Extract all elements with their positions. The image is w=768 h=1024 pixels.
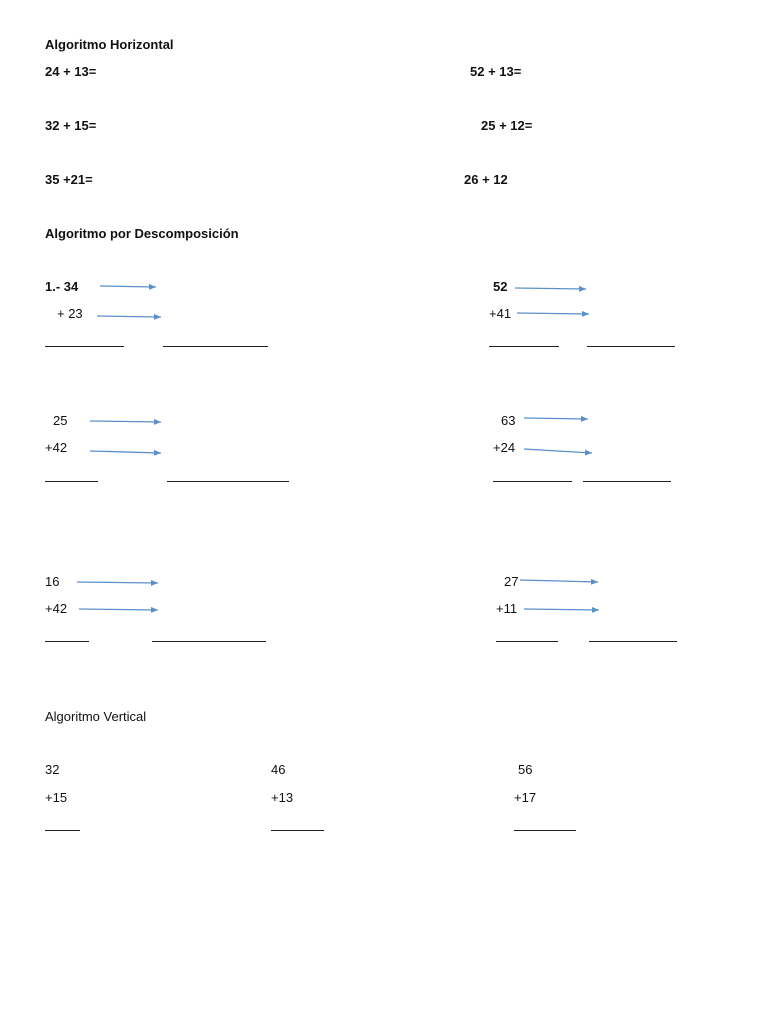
decomposition-bottom-number: +42 <box>45 601 68 616</box>
horizontal-problem: 24 + 13= <box>45 64 97 79</box>
arrow-icon <box>520 580 598 582</box>
decomposition-top-number: 25 <box>53 413 68 428</box>
horizontal-problem: 26 + 12 <box>464 172 508 187</box>
vertical-bottom-number: +15 <box>45 790 68 805</box>
arrow-icon <box>77 582 158 583</box>
decomposition-bottom-number: +41 <box>489 306 512 321</box>
answer-blank <box>514 830 576 831</box>
answer-blank <box>496 641 558 642</box>
answer-blank <box>493 481 572 482</box>
decomposition-top-number: 1.- 34 <box>45 279 79 294</box>
answer-blank <box>45 641 89 642</box>
arrow-icon <box>515 288 586 289</box>
answer-blank <box>587 346 675 347</box>
horizontal-problem: 25 + 12= <box>481 118 533 133</box>
arrow-icon <box>90 421 161 422</box>
vertical-top-number: 56 <box>518 762 533 777</box>
answer-blank <box>45 830 80 831</box>
decomposition-top-number: 52 <box>493 279 508 294</box>
decomposition-title: Algoritmo por Descomposición <box>45 226 239 241</box>
vertical-bottom-number: +17 <box>514 790 537 805</box>
horizontal-title: Algoritmo Horizontal <box>45 37 174 52</box>
decomposition-bottom-number: +24 <box>493 440 516 455</box>
answer-blank <box>45 481 98 482</box>
vertical-top-number: 46 <box>271 762 286 777</box>
vertical-bottom-number: +13 <box>271 790 294 805</box>
answer-blank <box>271 830 324 831</box>
answer-blank <box>589 641 677 642</box>
decomposition-top-number: 27 <box>504 574 519 589</box>
arrow-icon <box>517 313 589 314</box>
decomposition-top-number: 63 <box>501 413 516 428</box>
decomposition-bottom-number: +11 <box>496 601 518 616</box>
arrow-icon <box>524 418 588 419</box>
decomposition-bottom-number: +42 <box>45 440 68 455</box>
arrow-icon <box>524 449 592 453</box>
arrow-icon <box>90 451 161 453</box>
decomposition-top-number: 16 <box>45 574 60 589</box>
answer-blank <box>489 346 559 347</box>
answer-blank <box>152 641 266 642</box>
arrow-icon <box>100 286 156 287</box>
horizontal-problem: 52 + 13= <box>470 64 522 79</box>
answer-blank <box>45 346 124 347</box>
horizontal-problem: 32 + 15= <box>45 118 97 133</box>
decomposition-bottom-number: + 23 <box>57 306 83 321</box>
arrow-icon <box>79 609 158 610</box>
vertical-title: Algoritmo Vertical <box>45 709 147 724</box>
answer-blank <box>167 481 289 482</box>
answer-blank <box>163 346 268 347</box>
vertical-top-number: 32 <box>45 762 60 777</box>
answer-blank <box>583 481 671 482</box>
horizontal-problem: 35 +21= <box>45 172 93 187</box>
arrow-icon <box>97 316 161 317</box>
arrow-icon <box>524 609 599 610</box>
